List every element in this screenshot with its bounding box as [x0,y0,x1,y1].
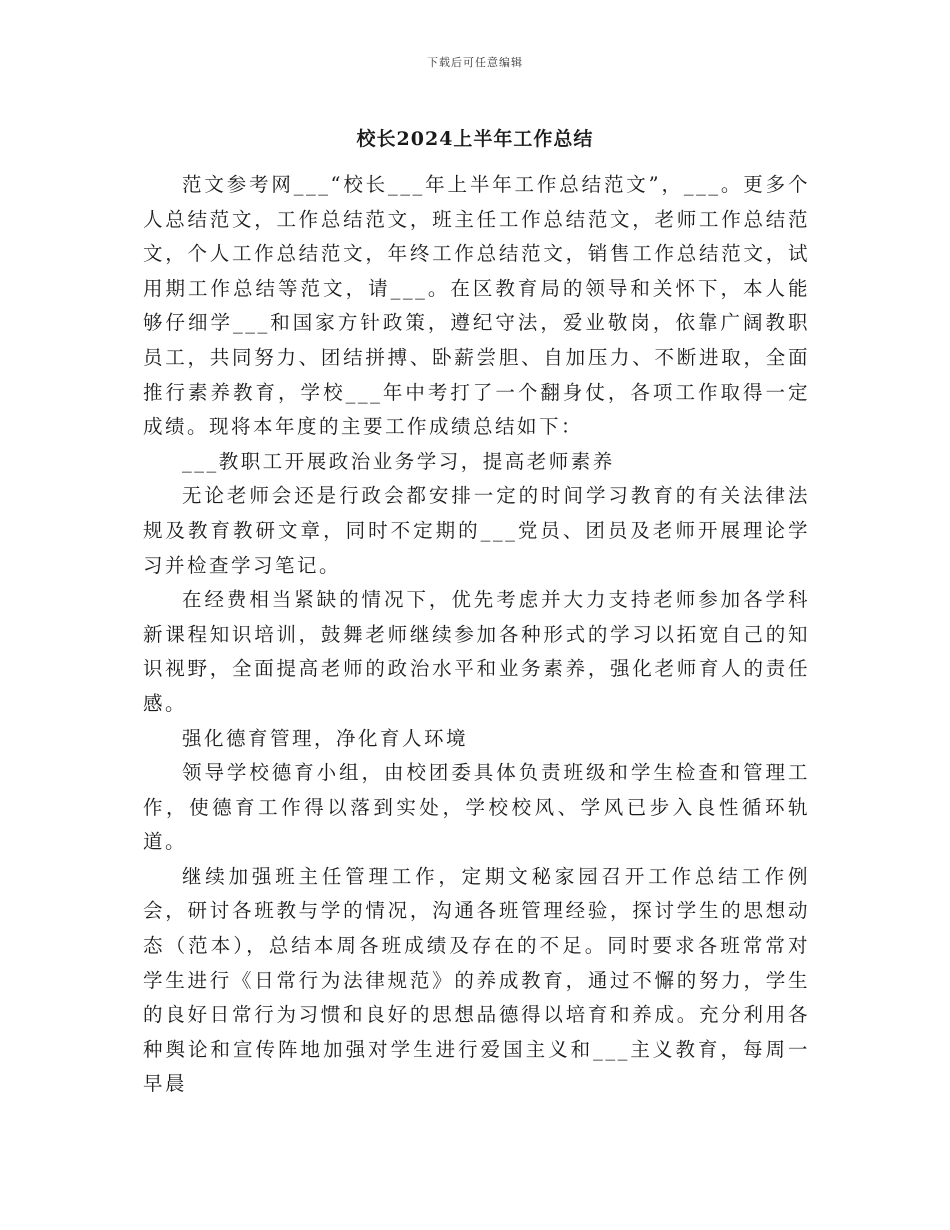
section-heading-moral: 强化德育管理，净化育人环境 [182,726,469,750]
paragraph-study-2: 在经费相当紧缺的情况下，优先考虑并大力支持老师参加各学科新课程知识培训，鼓舞老师继续参加各种形式的学习以拓宽自己的知识视野，全面提高老师的政治水平和业务素养，强化老师育人的责任感。 [143,588,810,715]
paragraph-intro: 范文参考网___“校长___年上半年工作总结范文”，___。更多个人总结范文，工作总结范文，班主任工作总结范文，老师工作总结范文，个人工作总结范文，年终工作总结范文，销售工作总结范文，试用期工作总结等范文，请___。在区教育局的领导和关怀下，本人能够仔细学___和国家方针政策，遵纪守法，爱业敬岗，依靠广阔教职员工，共同努力、团结拼搏、卧薪尝胆、自加压力、不断进取，全面推行素养教育，学校___年中考打了一个翻身仗，各项工作取得一定成绩。现将本年度的主要工作成绩总结如下： [143,173,810,439]
document-title: 校长2024上半年工作总结 [356,128,594,150]
paragraph-moral-1: 领导学校德育小组，由校团委具体负责班级和学生检查和管理工作，使德育工作得以落到实处，学校校风、学风已步入良性循环轨道。 [143,761,810,854]
section-heading-study: ___教职工开展政治业务学习，提高老师素养 [182,449,615,473]
header-note: 下载后可任意编辑 [427,56,523,69]
paragraph-moral-2: 继续加强班主任管理工作，定期文秘家园召开工作总结工作例会，研讨各班教与学的情况，沟通各班管理经验，探讨学生的思想动态（范本），总结本周各班成绩及存在的不足。同时要求各班常常对学生进行《日常行为法律规范》的养成教育，通过不懈的努力，学生的良好日常行为习惯和良好的思想品德得以培育和养成。充分利用各种舆论和宣传阵地加强对学生进行爱国主义和___主义教育，每周一早晨 [143,864,810,1096]
document-body [143,168,810,1102]
paragraph-study-1: 无论老师会还是行政会都安排一定的时间学习教育的有关法律法规及教育教研文章，同时不定期的___党员、团员及老师开展理论学习并检查学习笔记。 [143,484,810,577]
